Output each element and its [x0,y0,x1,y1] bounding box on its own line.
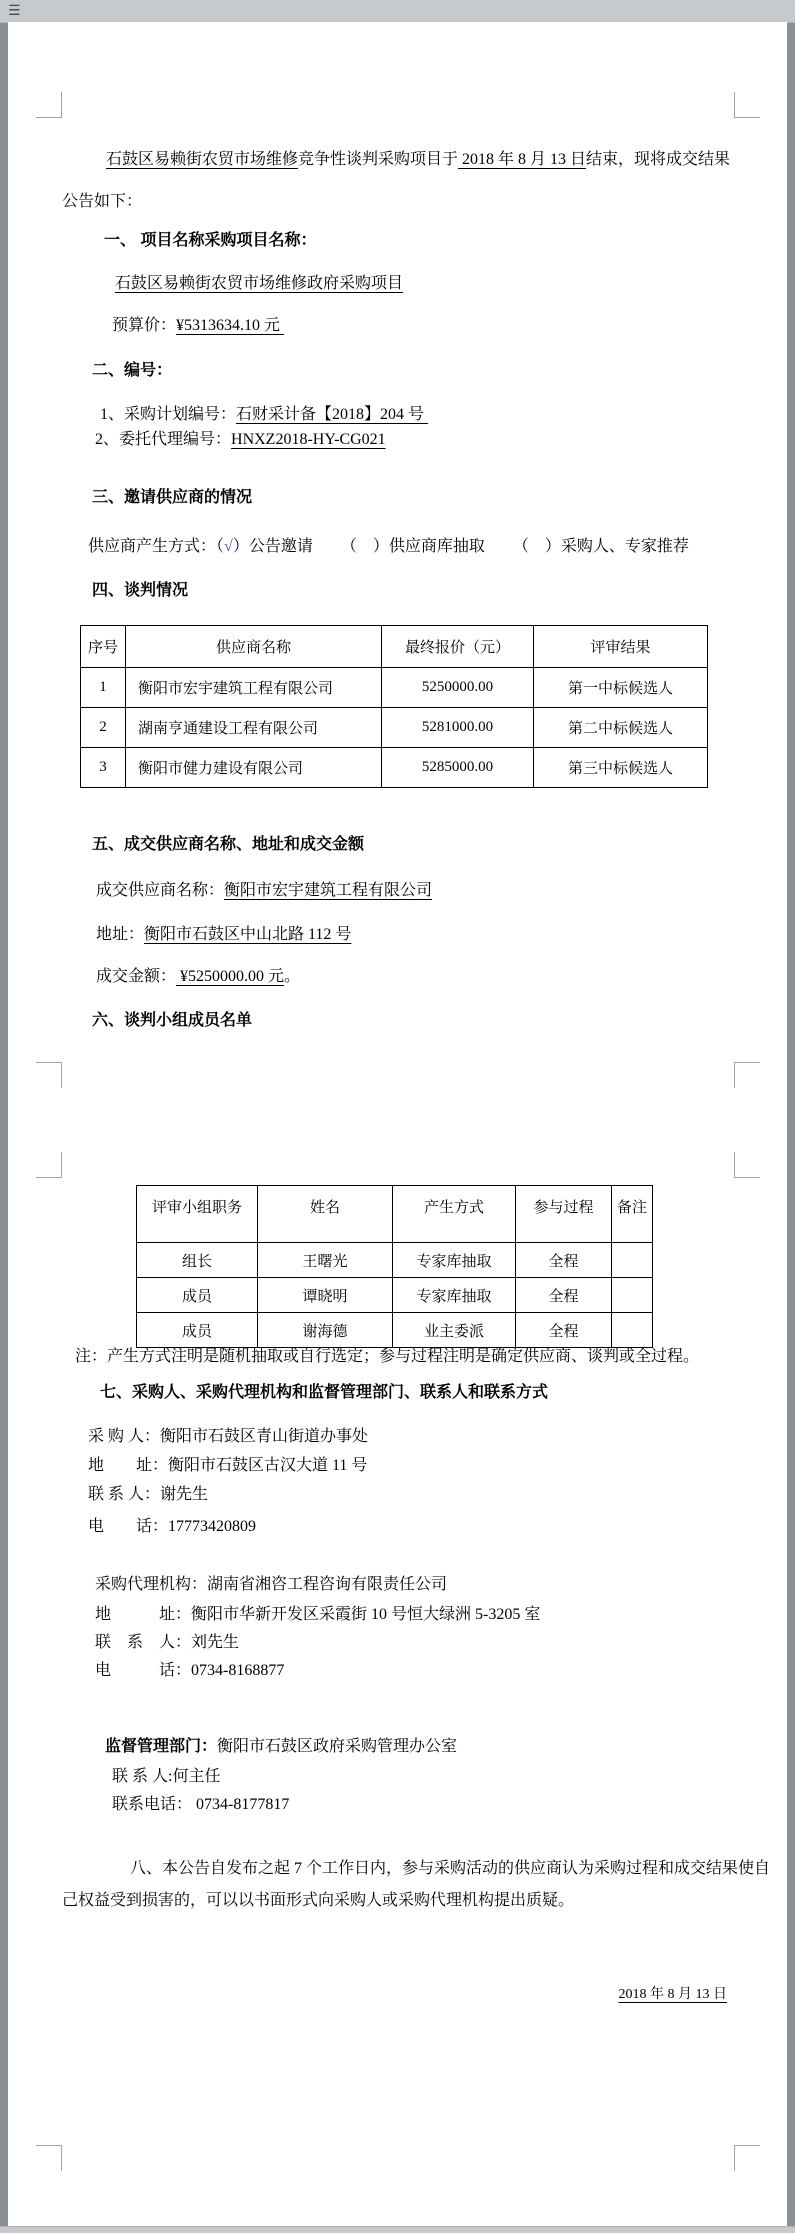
menu-icon[interactable]: ☰ [8,3,21,19]
table-cell: 全程 [516,1243,612,1278]
section-6-heading: 六、谈判小组成员名单 [92,1012,253,1029]
agency-contact-line: 联 系 人：刘先生 [95,1634,240,1651]
section-5-heading: 五、成交供应商名称、地址和成交金额 [92,836,365,853]
winner-name: 衡阳市宏宇建筑工程有限公司 [224,882,433,899]
project-short-name: 石鼓区易赖街农贸市场维修 [106,151,299,168]
agency-phone-line: 电 话：0734-8168877 [95,1662,285,1679]
section-4-heading: 四、谈判情况 [92,582,189,599]
table-header-row [137,1186,653,1243]
section-3-heading: 三、邀请供应商的情况 [92,489,253,506]
table-cell: 5281000.00 [382,708,534,748]
table-cell: 2 [81,708,126,748]
supervisor-contact-line: 联 系 人:何主任 [112,1768,221,1785]
col-header: 姓名 [258,1186,393,1243]
col-header: 评审小组职务 [137,1186,258,1243]
table-cell: 业主委派 [393,1313,516,1348]
supervisor-name: 衡阳市石鼓区政府采购管理办公室 [217,1738,458,1755]
crop-mark [734,1062,760,1088]
table-cell: 5250000.00 [382,668,534,708]
col-header: 最终报价（元） [382,626,534,668]
table-cell [612,1243,653,1278]
notice-paragraph-line-2: 己权益受到损害的，可以以书面形式向采购人或采购代理机构提出质疑。 [62,1892,575,1909]
agency-address-line: 地 址：衡阳市华新开发区采霞街 10 号恒大绿洲 5-3205 室 [95,1606,541,1623]
table-cell: 衡阳市健力建设有限公司 [126,748,382,788]
supervisor-phone-line: 联系电话： 0734-8177817 [112,1796,290,1813]
table-cell: 专家库抽取 [393,1243,516,1278]
table-row [81,668,708,708]
plan-number-line: 1、采购计划编号：石财采计备【2018】204 号 [100,406,429,423]
table-row [81,708,708,748]
table-cell: 王曙光 [258,1243,393,1278]
table-note: 注：产生方式注明是随机抽取或自行选定；参与过程注明是确定供应商、谈判或全过程。 [75,1348,700,1365]
table-cell: 5285000.00 [382,748,534,788]
supervisor-line [105,1737,457,1757]
announcement-date: 2018 年 8 月 13 日 [618,1987,727,2002]
col-header: 备注 [612,1186,653,1243]
col-header: 参与过程 [516,1186,612,1243]
purchaser-address-line: 地 址：衡阳市石鼓区古汉大道 11 号 [88,1457,368,1474]
intro-line-1: 石鼓区易赖街农贸市场维修竞争性谈判采购项目于 2018 年 8 月 13 日结束，现将成交结果 [106,151,731,168]
col-header: 产生方式 [393,1186,516,1243]
crop-mark [734,92,760,118]
table-cell: 组长 [137,1243,258,1278]
col-header: 序号 [81,626,126,668]
table-cell: 第一中标候选人 [534,668,708,708]
supplier-method-line: 供应商产生方式：（√）公告邀请 （ ）供应商库抽取 （ ）采购人、专家推荐 [88,538,689,555]
table-row [137,1278,653,1313]
table-cell: 谢海德 [258,1313,393,1348]
table-cell [612,1278,653,1313]
col-header: 评审结果 [534,626,708,668]
budget-line: 预算价：¥5313634.10 元 [112,317,285,334]
check-mark-icon: √ [224,538,233,555]
intro-line-2: 公告如下： [62,193,143,210]
crop-mark [36,92,62,118]
table-header-row [81,626,708,668]
viewer-top-bar [0,0,795,23]
section-2-heading: 二、编号： [92,362,173,379]
crop-mark [734,2145,760,2171]
table-cell: 第二中标候选人 [534,708,708,748]
table-cell: 全程 [516,1313,612,1348]
winner-address-line: 地址：衡阳市石鼓区中山北路 112 号 [96,926,352,943]
supervisor-label: 监督管理部门： [105,1738,218,1755]
purchaser-contact-line: 联 系 人：谢先生 [88,1486,209,1503]
col-header: 供应商名称 [126,626,382,668]
agent-number-line: 2、委托代理编号：HNXZ2018-HY-CG021 [95,431,386,448]
table-cell: 3 [81,748,126,788]
table-cell: 成员 [137,1313,258,1348]
project-name: 石鼓区易赖街农贸市场维修政府采购项目 [115,275,404,292]
plan-number: 石财采计备【2018】204 号 [236,406,429,423]
table-cell: 专家库抽取 [393,1278,516,1313]
table-cell: 谭晓明 [258,1278,393,1313]
purchaser-phone-line: 电 话：17773420809 [88,1518,257,1535]
table-row [137,1243,653,1278]
winner-line: 成交供应商名称：衡阳市宏宇建筑工程有限公司 [96,882,433,899]
table-row [137,1313,653,1348]
agency-name-line: 采购代理机构：湖南省湘咨工程咨询有限责任公司 [95,1576,448,1593]
table-row [81,748,708,788]
crop-mark [734,1152,760,1178]
close-date: 2018 年 8 月 13 日 [458,151,587,168]
panel-member-table [136,1185,653,1348]
deal-amount: ¥5250000.00 元 [176,968,285,985]
notice-paragraph-line-1: 八、本公告自发布之起 7 个工作日内，参与采购活动的供应商认为采购过程和成交结果使自 [130,1860,771,1877]
crop-mark [36,2145,62,2171]
table-cell: 成员 [137,1278,258,1313]
agent-number: HNXZ2018-HY-CG021 [231,431,386,448]
crop-mark [36,1062,62,1088]
deal-amount-line: 成交金额： ¥5250000.00 元。 [96,968,301,985]
table-cell: 湖南亨通建设工程有限公司 [126,708,382,748]
budget-value: ¥5313634.10 元 [176,317,285,334]
table-cell [612,1313,653,1348]
table-cell: 1 [81,668,126,708]
table-cell: 衡阳市宏宇建筑工程有限公司 [126,668,382,708]
section-7-heading: 七、采购人、采购代理机构和监督管理部门、联系人和联系方式 [100,1384,549,1401]
section-1-heading: 一、 项目名称采购项目名称： [104,232,317,249]
viewer-bottom-bar [0,2226,795,2233]
negotiation-table [80,625,708,788]
purchaser-name-line: 采 购 人：衡阳市石鼓区青山街道办事处 [88,1428,369,1445]
table-cell: 第三中标候选人 [534,748,708,788]
table-cell: 全程 [516,1278,612,1313]
winner-address: 衡阳市石鼓区中山北路 112 号 [144,926,352,943]
crop-mark [36,1152,62,1178]
